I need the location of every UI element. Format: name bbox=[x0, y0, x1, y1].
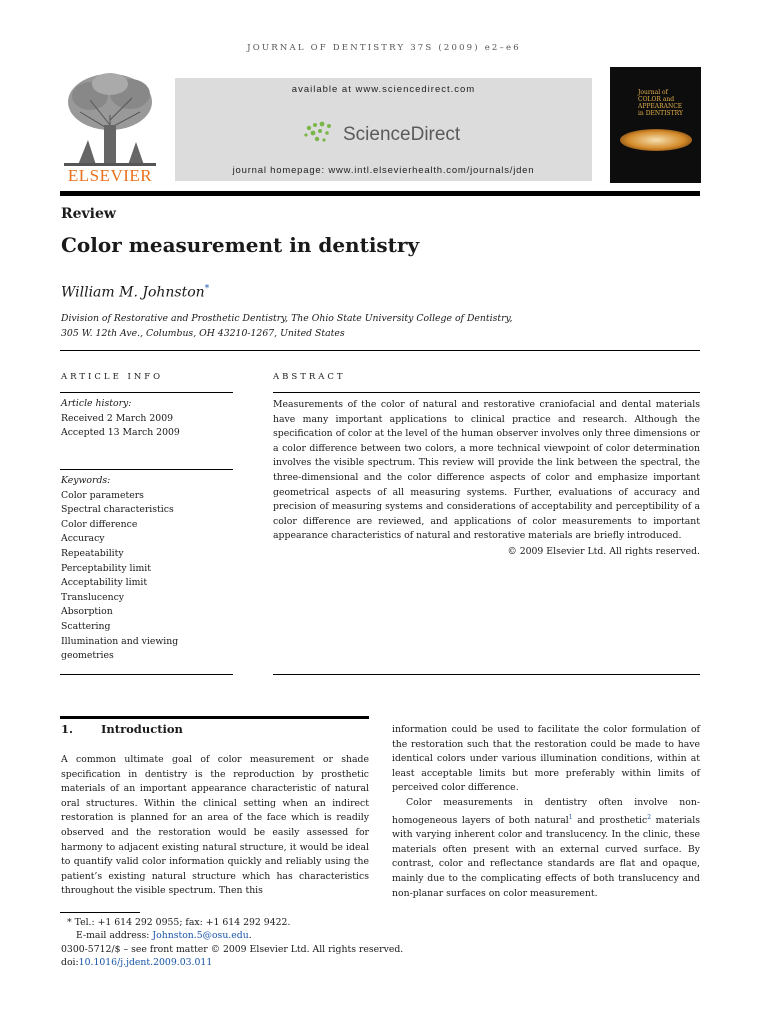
email-link[interactable]: Johnston.5@osu.edu bbox=[152, 930, 249, 942]
article-title: Color measurement in dentistry bbox=[61, 233, 420, 257]
footnote-email: E-mail address: Johnston.5@osu.edu. bbox=[76, 930, 252, 942]
elsevier-logo bbox=[60, 70, 160, 186]
article-info-heading: ARTICLE INFO bbox=[61, 372, 164, 382]
intro-rule bbox=[60, 716, 369, 719]
keyword: Color difference bbox=[61, 518, 138, 530]
section-heading-introduction: 1. Introduction bbox=[61, 722, 183, 736]
intro-right-column bbox=[392, 723, 700, 901]
cover-title: Journal of COLOR and APPEARANCE in DENTISTRY bbox=[638, 89, 683, 117]
footnote-rule bbox=[60, 912, 140, 913]
journal-homepage-link[interactable]: journal homepage: www.intl.elsevierhealth.com/journals/jden bbox=[232, 165, 535, 176]
footnote-tel: * Tel.: +1 614 292 0955; fax: +1 614 292 9422. bbox=[67, 917, 291, 928]
abstract-copyright: © 2009 Elsevier Ltd. All rights reserved. bbox=[507, 545, 700, 557]
abstract-rule bbox=[273, 392, 700, 393]
front-matter: 0300-5712/$ – see front matter © 2009 Elsevier Ltd. All rights reserved. bbox=[61, 943, 404, 955]
article-info-rule bbox=[60, 392, 233, 393]
doi-link[interactable]: 10.1016/j.jdent.2009.03.011 bbox=[78, 957, 213, 969]
abstract-heading: ABSTRACT bbox=[273, 372, 346, 382]
keyword: Repeatability bbox=[61, 547, 124, 559]
paragraph: information could be used to facilitate the color formulation of the restoration such that the restoration could be made to have identical colors under various illumination conditions, within at least acceptable limits but more preferably within limits of perceived color difference. bbox=[392, 724, 700, 794]
sciencedirect-wordmark: ScienceDirect bbox=[343, 124, 461, 145]
footnotes bbox=[61, 916, 701, 970]
reference-link[interactable]: 1 bbox=[568, 813, 573, 821]
tree-icon bbox=[60, 70, 160, 166]
abstract-body bbox=[273, 398, 700, 560]
keyword: Color parameters bbox=[61, 489, 144, 501]
paragraph: Color measurements in dentistry often involve non-homogeneous layers of both natural$^1$ and prosthetic$^2$ materials with varying inherent color and translucency. In the clinic, these materials often present with an external curved surface. By contrast, color and reflectance standards are flat and opaque, mainly due to the complicating effects of both translucency and non-planar surfaces on color measurement. bbox=[392, 796, 700, 899]
keyword: Translucency bbox=[61, 591, 125, 603]
article-history: Article history: Received 2 March 2009 Accepted 13 March 2009 bbox=[61, 398, 180, 439]
header-rule bbox=[60, 191, 700, 196]
article-type: Review bbox=[61, 206, 116, 222]
cover-teeth-image bbox=[620, 129, 692, 151]
available-at-link[interactable]: available at www.sciencedirect.com bbox=[291, 84, 476, 95]
abstract-bottom-rule bbox=[273, 674, 700, 675]
keyword: Acceptability limit bbox=[61, 577, 148, 589]
keyword: Absorption bbox=[61, 606, 113, 618]
keyword: Illumination and viewing bbox=[61, 635, 179, 647]
keywords-list: Keywords: Color parameters Spectral characteristics Color difference Accuracy Repeatability Perceptability limit Acceptability limit Translucency Absorption Scattering Illumination and viewing geometries bbox=[61, 474, 236, 664]
keyword: geometries bbox=[61, 650, 114, 662]
sciencedirect-dots-icon bbox=[303, 120, 343, 146]
keywords-rule bbox=[60, 469, 233, 470]
keyword: Spectral characteristics bbox=[61, 504, 174, 516]
keyword: Scattering bbox=[61, 620, 111, 632]
keyword: Perceptability limit bbox=[61, 562, 152, 574]
author-name: William M. Johnston* bbox=[61, 284, 210, 301]
keyword: Accuracy bbox=[61, 533, 105, 545]
affiliation: Division of Restorative and Prosthetic Dentistry, The Ohio State University College of Dentistry, 305 W. 12th Ave., Columbus, OH 43210-1267, United States bbox=[61, 313, 513, 339]
title-rule bbox=[60, 350, 700, 351]
paragraph: A common ultimate goal of color measurement or shade specification in dentistry is the reproduction by prosthetic materials of an important appearance characteristic of natural oral structures. Within the clinical setting when an indirect restoration is planned for an area of the face which is readily observed and the restoration would be easily assessed for harmony to adjacent existing natural structure, it would be ideal to quantify valid color information quickly and reliably using the patient’s existing natural structure which has characteristics throughout the visible spectrum. Then this bbox=[61, 754, 369, 897]
intro-left-column bbox=[61, 753, 369, 899]
doi: doi:10.1016/j.jdent.2009.03.011 bbox=[61, 957, 213, 969]
abstract-text: Measurements of the color of natural and restorative craniofacial and dental materials have many important applications to clinical practice and research. Although the specification of color at the level of the human observer involves only three dimensions or a color difference between two colors, a more technical viewpoint of color determination involves the visible spectrum. This review will provide the link between the spectral, the three-dimensional and the color difference aspects of color and emphasize important geometrical aspects of all measuring systems. Further, evaluations of accuracy and precision of measuring systems and considerations of acceptability and perceptibility of a color difference are reviewed, and applications of color measurements to important appearance characteristics of natural and restorative materials are briefly introduced. bbox=[273, 399, 700, 542]
reference-link[interactable]: 2 bbox=[647, 813, 652, 821]
keywords-bottom-rule bbox=[60, 674, 233, 675]
running-header: JOURNAL OF DENTISTRY 37S (2009) e2–e6 bbox=[247, 43, 521, 53]
sciencedirect-banner bbox=[175, 78, 592, 181]
elsevier-wordmark: ELSEVIER bbox=[67, 166, 153, 185]
journal-cover bbox=[610, 67, 701, 183]
author-footnote-mark[interactable]: * bbox=[204, 284, 210, 294]
